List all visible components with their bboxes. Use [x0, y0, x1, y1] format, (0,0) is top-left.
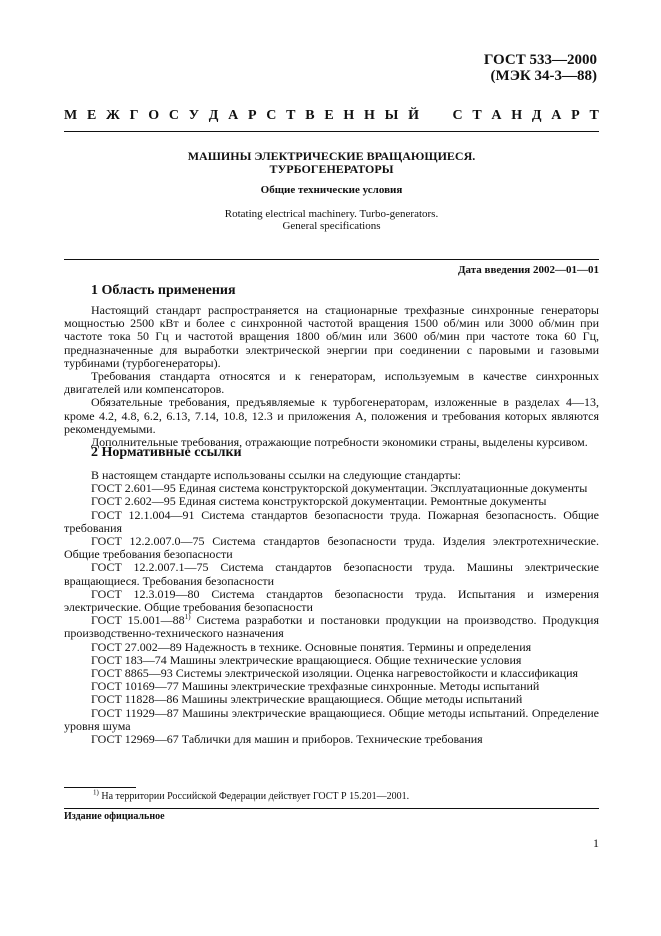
normative-reference: [64, 588, 599, 614]
banner-letter: А: [228, 108, 239, 123]
banner-letter: Н: [343, 108, 355, 123]
english-title-line-2: General specifications: [282, 220, 381, 232]
section-2-heading: 2 Нормативные ссылки: [91, 445, 242, 460]
reference-code: ГОСТ 12.2.007.0—75: [91, 534, 205, 549]
banner-letter: Г: [129, 108, 139, 123]
section-1-paragraph: Требования стандарта относятся и к генераторам, используемым в качестве синхронных двигателей или компенсаторов.: [64, 369, 599, 397]
banner-letter: У: [188, 108, 200, 123]
banner-letter: Й: [408, 108, 420, 123]
footnote-text: На территории Российской Федерации действует ГОСТ Р 15.201—2001.: [101, 791, 410, 802]
reference-title: Надежность в технике. Основные понятия. Термины и определения: [184, 639, 532, 654]
reference-title: Система стандартов безопасности труда. Изделия электротехнические. Общие требования безопасности: [64, 534, 599, 562]
title-line-1: МАШИНЫ ЭЛЕКТРИЧЕСКИЕ ВРАЩАЮЩИЕСЯ.: [187, 149, 476, 163]
section-1-paragraph: Настоящий стандарт распространяется на стационарные трехфазные синхронные генераторы мощностью 2500 кВт и более с синхронной частотой вращения 1500 об/мин или 3000 об/мин при частоте тока 50 Гц и частотой вращения 1800 об/мин или 3600 об/мин при частоте тока 60 Гц, предназначенные для выработки электрической энергии при соединении с паровыми и газовыми турбинами (турбогенераторы).: [64, 303, 599, 370]
reference-title: Таблички для машин и приборов. Технические требования: [181, 732, 483, 747]
banner-letter: О: [148, 108, 160, 123]
english-title-line-1: Rotating electrical machinery. Turbo-generators.: [224, 208, 439, 220]
reference-code: ГОСТ 12.1.004—91: [91, 507, 195, 522]
reference-title: Система разработки и постановки продукции на производство. Продукция производственно-технического назначения: [64, 613, 599, 641]
interstate-standard-banner: [64, 108, 599, 124]
reference-code: ГОСТ 11929—87: [91, 705, 179, 720]
reference-title: Система стандартов безопасности труда. Испытания и измерения электрические. Общие требования безопасности: [64, 586, 599, 615]
section-1-paragraph: Дополнительные требования, отражающие потребности экономики страны, выделены курсивом.: [91, 435, 588, 450]
reference-title: Системы электрической изоляции. Оценка нагревостойкости и классификация: [175, 666, 579, 681]
banner-letter: [429, 108, 443, 124]
gost-code-block: [484, 52, 597, 84]
iec-number: (МЭК 34-3—88): [490, 68, 597, 84]
reference-footnote-mark: 1): [184, 613, 191, 622]
footnote-separator: [64, 787, 136, 788]
banner-letter: Ы: [384, 108, 399, 123]
banner-letter: С: [452, 108, 463, 123]
banner-letter: Т: [286, 108, 296, 123]
normative-reference: [64, 561, 599, 587]
section-2-body: [64, 469, 599, 746]
reference-code: ГОСТ 8865—93: [91, 666, 173, 681]
reference-title: Машины электрические трехфазные синхронные. Методы испытаний: [181, 679, 540, 694]
banner-letter: С: [168, 108, 180, 123]
reference-code: ГОСТ 183—74: [91, 652, 167, 667]
footnote: [93, 788, 410, 803]
normative-reference: [64, 733, 599, 746]
introduction-date: Дата введения 2002—01—01: [457, 264, 599, 276]
reference-code: ГОСТ 11828—86: [91, 692, 179, 707]
reference-title: Машины электрические вращающиеся. Общие методы испытаний: [181, 692, 523, 707]
banner-letter: Н: [364, 108, 375, 123]
reference-code: ГОСТ 12.2.007.1—75: [91, 560, 209, 575]
banner-letter: Т: [472, 108, 482, 123]
banner-letter: С: [266, 108, 277, 123]
reference-title: Система стандартов безопасности труда. Машины электрические вращающиеся. Требования безопасности: [64, 560, 599, 588]
section-1-heading: 1 Область применения: [91, 283, 236, 298]
reference-code: ГОСТ 12.3.019—80: [91, 586, 200, 601]
reference-title: Система стандартов безопасности труда. Пожарная безопасность. Общие требования: [64, 507, 599, 535]
footnote-mark: 1): [93, 788, 99, 797]
document-subtitle: Общие технические условия: [260, 184, 403, 196]
banner-letter: А: [551, 108, 562, 123]
normative-reference: [64, 509, 599, 535]
top-rule: [64, 131, 599, 132]
document-title: [64, 150, 599, 176]
reference-title: Машины электрические вращающиеся. Общие методы испытаний. Определение уровня шума: [64, 705, 600, 733]
official-edition-label: Издание официальное: [64, 811, 165, 822]
banner-letter: В: [305, 108, 315, 123]
reference-title: Машины электрические вращающиеся. Общие технические условия: [169, 652, 522, 667]
banner-letter: Н: [511, 108, 523, 123]
reference-title: Единая система конструкторской документации. Ремонтные документы: [178, 494, 547, 509]
reference-code: ГОСТ 2.602—95: [91, 494, 176, 509]
banner-letter: М: [64, 108, 78, 123]
reference-code: ГОСТ 12969—67: [91, 732, 179, 747]
normative-reference: [64, 535, 599, 561]
banner-letter: Р: [571, 108, 580, 123]
section-2-intro: В настоящем стандарте использованы ссылки на следующие стандарты:: [91, 468, 462, 482]
banner-letter: Р: [248, 108, 257, 123]
title-line-2: ТУРБОГЕНЕРАТОРЫ: [269, 162, 394, 176]
reference-code: ГОСТ 10169—77: [91, 679, 179, 694]
normative-reference: [64, 614, 599, 640]
banner-letter: Д: [531, 108, 542, 123]
reference-title: Единая система конструкторской документации. Эксплуатационные документы: [178, 481, 588, 496]
gost-number: ГОСТ 533—2000: [483, 52, 597, 68]
bottom-rule: [64, 808, 599, 809]
reference-code: ГОСТ 27.002—89: [91, 639, 182, 654]
banner-letter: Д: [208, 108, 219, 123]
reference-code: ГОСТ 15.001—88: [91, 613, 185, 628]
page-number: 1: [593, 836, 599, 850]
english-title: [64, 208, 599, 232]
banner-letter: Т: [589, 108, 599, 123]
banner-letter: Ж: [106, 108, 120, 123]
normative-reference: [64, 707, 599, 733]
banner-letter: Е: [324, 108, 334, 123]
banner-letter: Е: [86, 108, 97, 123]
section-1-body: [64, 304, 599, 449]
reference-code: ГОСТ 2.601—95: [91, 481, 176, 496]
mid-rule: [64, 259, 599, 260]
section-1-paragraph: Обязательные требования, предъявляемые к турбогенераторам, изложенные в разделах 4—13, кроме 4.2, 4.8, 6.2, 6.13, 7.14, 10.8, 12.3 и приложения А, положения и требования которых являются рекомендуемыми.: [64, 395, 599, 436]
banner-letter: А: [491, 108, 502, 123]
